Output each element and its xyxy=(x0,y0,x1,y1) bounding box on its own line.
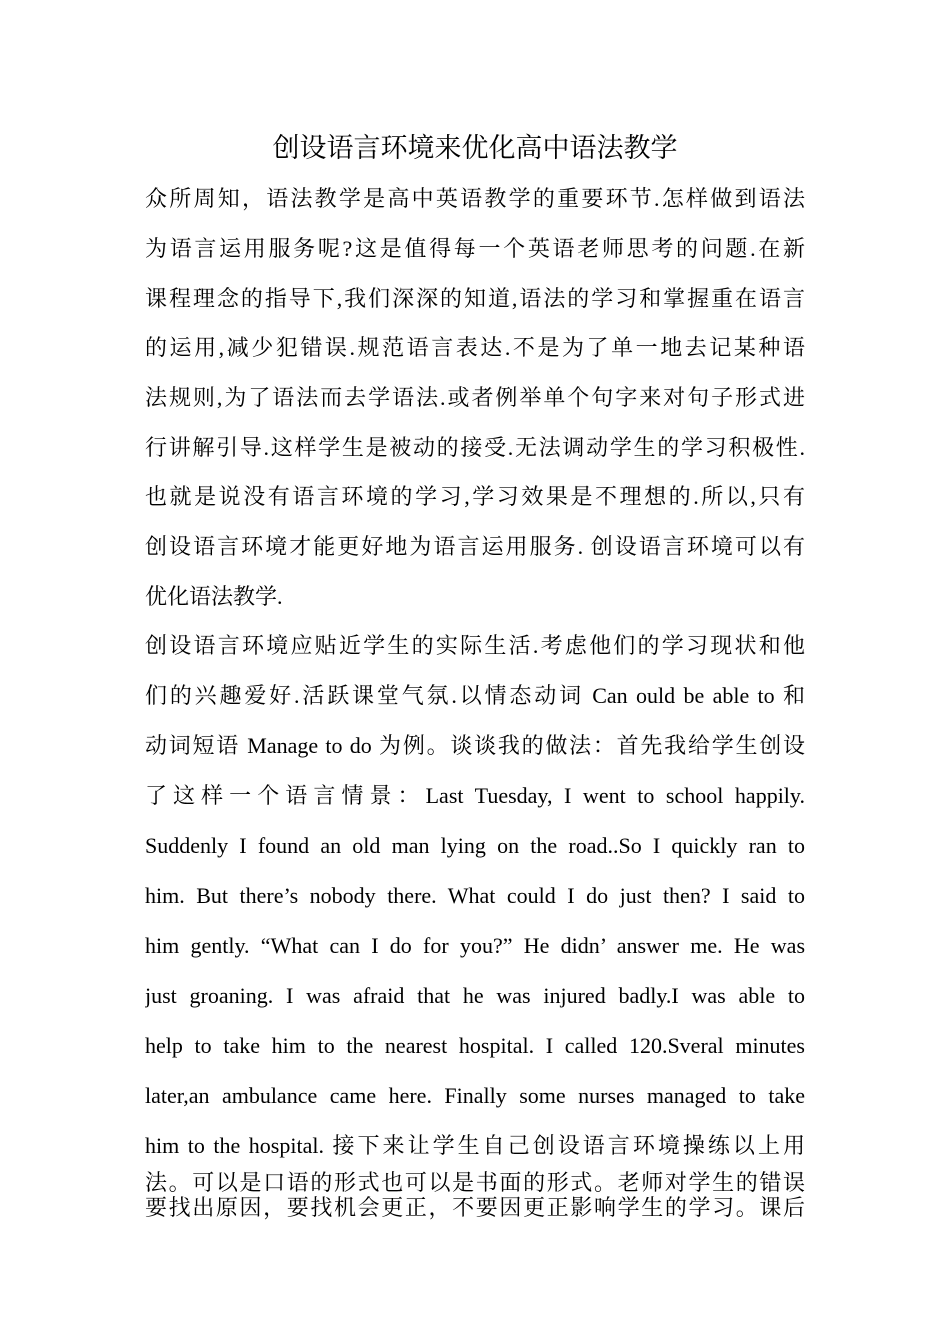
paragraph-line: 创设语言环境应贴近学生的实际生活.考虑他们的学习现状和他 xyxy=(145,633,805,658)
paragraph-line: 优化语法教学. xyxy=(145,584,283,609)
paragraph-line: 了这样一个语言情景：Last Tuesday, I went to school happily. xyxy=(145,783,805,808)
paragraph-line: 们的兴趣爱好.活跃课堂气氛.以情态动词 Can ould be able to 和 xyxy=(145,683,805,708)
paragraph-line: Suddenly I found an old man lying on the road..So I quickly ran to xyxy=(145,833,805,858)
paragraph-line: help to take him to the nearest hospital. I called 120.Sveral minutes xyxy=(145,1033,805,1058)
paragraph-line: 法。可以是口语的形式也可以是书面的形式。老师对学生的错误 xyxy=(145,1170,805,1195)
paragraph-line: 行讲解引导.这样学生是被动的接受.无法调动学生的学习积极性. xyxy=(145,435,805,460)
paragraph-line: 众所周知，语法教学是高中英语教学的重要环节.怎样做到语法 xyxy=(145,186,805,211)
paragraph-line: him gently. “What can I do for you?” He didn’ answer me. He was xyxy=(145,933,805,958)
paragraph-line: 的运用,减少犯错误.规范语言表达.不是为了单一地去记某种语 xyxy=(145,335,805,360)
paragraph-line: 为语言运用服务呢?这是值得每一个英语老师思考的问题.在新 xyxy=(145,236,805,261)
paragraph-line: 也就是说没有语言环境的学习,学习效果是不理想的.所以,只有 xyxy=(145,484,805,509)
paragraph-line: him to the hospital. 接下来让学生自己创设语言环境操练以上用 xyxy=(145,1133,805,1158)
paragraph-line: 创设语言环境才能更好地为语言运用服务. 创设语言环境可以有 xyxy=(145,534,805,559)
document-title: 创设语言环境来优化高中语法教学 xyxy=(272,133,678,163)
paragraph-line: 法规则,为了语法而去学语法.或者例举单个句字来对句子形式进 xyxy=(145,385,805,410)
paragraph-line: 要找出原因，要找机会更正，不要因更正影响学生的学习。课后 xyxy=(145,1195,805,1220)
paragraph-line: later,an ambulance came here. Finally some nurses managed to take xyxy=(145,1083,805,1108)
paragraph-line: him. But there’s nobody there. What could I do just then? I said to xyxy=(145,883,805,908)
paragraph-line: 动词短语 Manage to do 为例。谈谈我的做法：首先我给学生创设 xyxy=(145,733,805,758)
paragraph-line: just groaning. I was afraid that he was injured badly.I was able to xyxy=(145,983,805,1008)
paragraph-line: 课程理念的指导下,我们深深的知道,语法的学习和掌握重在语言 xyxy=(145,286,805,311)
